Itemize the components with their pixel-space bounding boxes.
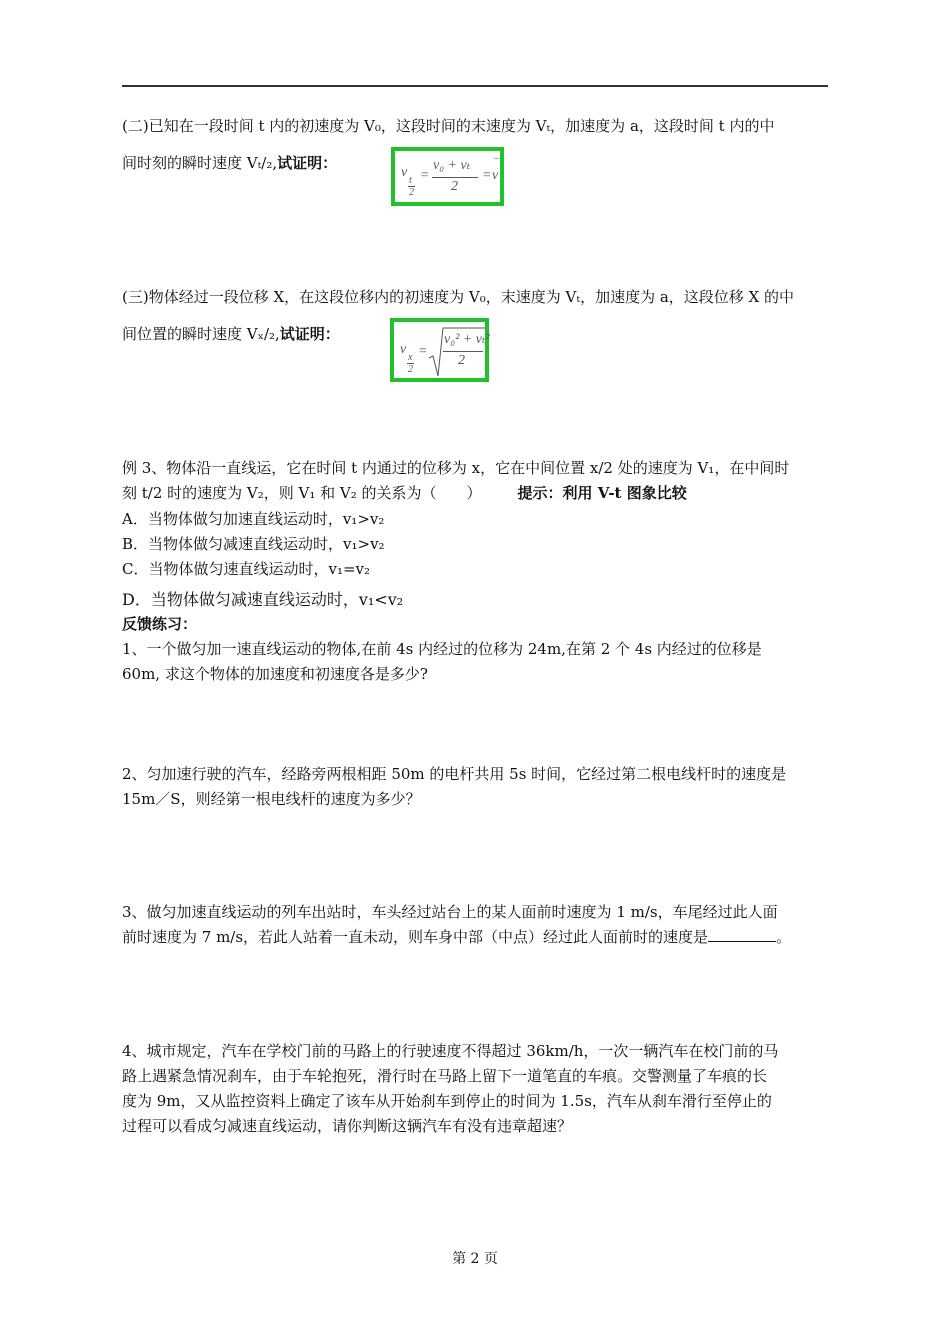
feedback-q4-line3: 度为 9m，又从监控资料上确定了该车从开始刹车到停止的时间为 1.5s，汽车从刹车滑行至停止的 xyxy=(122,1092,772,1110)
example3-hint: 提示：利用 V-t 图象比较 xyxy=(517,484,687,502)
example3-line2 xyxy=(122,483,687,503)
feedback-q4-line2: 路上遇紧急情况刹车，由于车轮抱死，滑行时在马路上留下一道笔直的车痕。交警测量了车痕的长 xyxy=(122,1067,768,1085)
section2-prove-label: 试证明： xyxy=(277,154,338,172)
page-number: 第 2 页 xyxy=(452,1251,498,1267)
feedback-q3-line1: 3、做匀加速直线运动的列车出站时，车头经过站台上的某人面前时速度为 1 m/s，车尾经过此人面 xyxy=(122,903,778,921)
example3-option-a: A．当物体做匀加速直线运动时，v₁>v₂ xyxy=(122,510,385,528)
section3-line2-text: 间位置的瞬时速度 Vₓ/₂, xyxy=(122,325,280,343)
formula2-lhs: v xyxy=(400,342,407,357)
formula2-eq: = xyxy=(418,344,428,359)
feedback-q3-line2-text: 前时速度为 7 m/s，若此人站着一直未动，则车身中部（中点）经过此人面前时的速度是 xyxy=(122,928,709,946)
feedback-q4-line1: 4、城市规定，汽车在学校门前的马路上的行驶速度不得超过 36km/h，一次一辆汽车在校门前的马 xyxy=(122,1042,779,1060)
formula1-lhs-sub-num: t xyxy=(409,175,412,186)
feedback-q2-line1: 2、匀加速行驶的汽车，经路旁两根相距 50m 的电杆共用 5s 时间，它经过第二根电线杆时的速度是 xyxy=(122,765,787,783)
answer-blank[interactable] xyxy=(708,927,776,942)
feedback-title: 反馈练习： xyxy=(122,615,198,633)
example3-line1: 例 3、物体沿一直线运，它在时间 t 内通过的位移为 x，它在中间位置 x/2 处的速度为 V₁，在中间时 xyxy=(122,459,790,477)
formula1-denominator: 2 xyxy=(451,179,458,194)
formula2-numerator: v₀² + vₜ² xyxy=(444,332,490,347)
section2-line2 xyxy=(122,153,337,173)
example3-option-c: C．当物体做匀速直线运动时，v₁=v₂ xyxy=(122,560,371,578)
feedback-q4-line4: 过程可以看成匀减速直线运动，请你判断这辆汽车有没有违章超速？ xyxy=(122,1117,573,1135)
formula-midtime-velocity xyxy=(391,147,504,206)
section2-line1: (二)已知在一段时间 t 内的初速度为 V₀，这段时间的末速度为 Vₜ，加速度为 a，这段时间 t 内的中 xyxy=(122,117,775,135)
section2-line2-text: 间时刻的瞬时速度 Vₜ/₂, xyxy=(122,154,278,172)
section3-line1: (三)物体经过一段位移 X，在这段位移内的初速度为 V₀，末速度为 Vₜ，加速度为 a，这段位移 X 的中 xyxy=(122,288,794,306)
formula2-fraction-bar xyxy=(443,351,483,352)
example3-line2-text: 刻 t/2 时的速度为 V₂，则 V₁ 和 V₂ 的关系为（ ） xyxy=(122,484,482,502)
feedback-q3-end: 。 xyxy=(776,928,792,946)
formula1-eq2: = xyxy=(482,168,492,183)
feedback-q1-line2: 60m, 求这个物体的加速度和初速度各是多少? xyxy=(122,665,428,683)
formula2-denominator: 2 xyxy=(458,353,465,368)
formula1-lhs-sub-den: 2 xyxy=(409,187,414,198)
formula2-lhs-sub-num: x xyxy=(408,352,413,363)
feedback-q2-line2: 15m／S，则经第一根电线杆的速度为多少？ xyxy=(122,790,421,808)
feedback-q1-line1: 1、一个做匀加一速直线运动的物体,在前 4s 内经过的位移为 24m,在第 2 个 4s 内经过的位移是 xyxy=(122,640,762,658)
formula-midposition-velocity xyxy=(390,318,489,382)
section3-prove-label: 试证明： xyxy=(279,325,340,343)
example3-option-b: B．当物体做匀减速直线运动时，v₁>v₂ xyxy=(122,535,385,553)
formula1-fraction-bar xyxy=(432,177,478,178)
formula1-rhs: v xyxy=(492,168,499,183)
feedback-q3-line2 xyxy=(122,927,791,947)
formula1-numerator: v₀ + vₜ xyxy=(433,158,471,173)
example3-option-d: D．当物体做匀减速直线运动时，v₁<v₂ xyxy=(122,590,404,609)
formula1-eq: = xyxy=(420,168,430,183)
formula1-lhs: v xyxy=(401,165,408,180)
section3-line2 xyxy=(122,324,340,344)
header-rule xyxy=(122,85,828,87)
formula2-lhs-sub-den: 2 xyxy=(408,364,413,375)
formula1-rhs-bar: − xyxy=(493,154,500,165)
